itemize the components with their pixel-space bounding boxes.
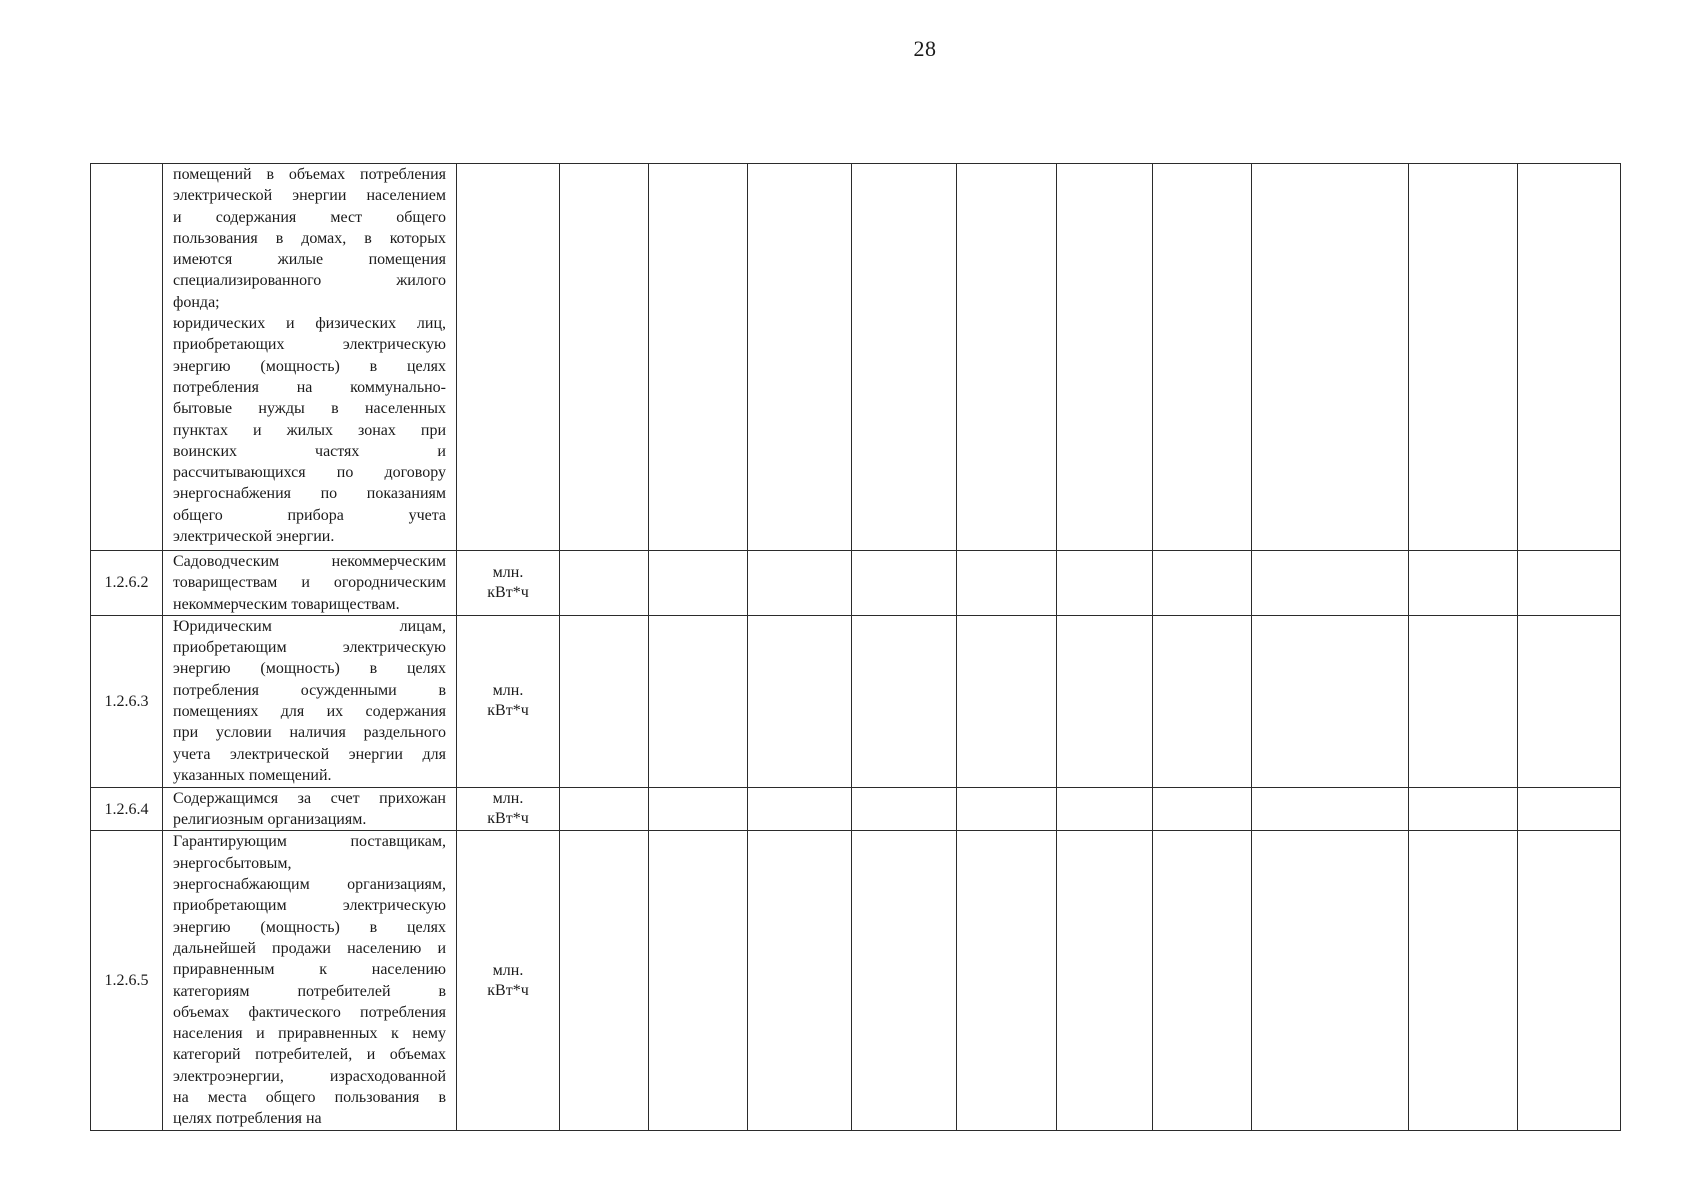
value-cell	[1518, 551, 1621, 616]
value-cell	[957, 831, 1057, 1131]
description-line: электроэнергии, израсходованной	[173, 1067, 446, 1085]
value-cell	[748, 164, 852, 551]
value-cell	[748, 615, 852, 787]
description-line: категориям потребителей в	[173, 982, 446, 1000]
description-line: пунктах и жилых зонах при	[173, 421, 446, 439]
description-line: приобретающих электрическую	[173, 336, 446, 354]
description-line: энергию (мощность) в целях	[173, 918, 446, 936]
value-cell	[852, 787, 957, 831]
description-line: при условии наличия раздельного	[173, 724, 446, 742]
value-cell	[1409, 615, 1518, 787]
value-cell	[1057, 831, 1153, 1131]
value-cell	[1153, 615, 1252, 787]
row-number-cell	[91, 164, 163, 551]
unit-text: кВт*ч	[487, 810, 529, 828]
description-line: Садоводческим некоммерческим	[173, 553, 446, 570]
tariff-table	[90, 163, 1621, 1131]
unit-cell	[457, 787, 560, 831]
description-line: приобретающим электрическую	[173, 639, 446, 657]
row-description-cell	[163, 831, 457, 1131]
value-cell	[1409, 551, 1518, 616]
value-cell	[1252, 615, 1409, 787]
value-cell	[1518, 787, 1621, 831]
value-cell	[1252, 831, 1409, 1131]
description-line: населения и приравненных к нему	[173, 1025, 446, 1043]
table-row	[91, 615, 1621, 787]
value-cell	[649, 164, 748, 551]
description-line: целях потребления на	[173, 1110, 322, 1128]
description-line: дальнейшей продажи населению и	[173, 939, 446, 957]
value-cell	[852, 615, 957, 787]
value-cell	[1153, 551, 1252, 616]
description-line: помещений в объемах потребления	[173, 166, 446, 183]
description-line: энергию (мощность) в целях	[173, 357, 446, 375]
description-line: фонда;	[173, 293, 220, 311]
row-number-cell: 1.2.6.2	[91, 551, 163, 616]
description-line: бытовые нужды в населенных	[173, 400, 446, 418]
description-line: энергию (мощность) в целях	[173, 660, 446, 678]
row-number-cell: 1.2.6.4	[91, 787, 163, 831]
description-line: приобретающим электрическую	[173, 897, 446, 915]
value-cell	[852, 164, 957, 551]
value-cell	[649, 787, 748, 831]
description-line: Юридическим лицам,	[173, 617, 446, 635]
value-cell	[560, 551, 649, 616]
table-row	[91, 164, 1621, 551]
value-cell	[957, 787, 1057, 831]
value-cell	[560, 615, 649, 787]
unit-cell	[457, 831, 560, 1131]
description-line: пользования в домах, в которых	[173, 229, 446, 247]
value-cell	[649, 831, 748, 1131]
description-line: специализированного жилого	[173, 272, 446, 290]
description-line: энергоснабжающим организациям,	[173, 876, 446, 894]
description-line: юридических и физических лиц,	[173, 315, 446, 333]
unit-text: млн.	[492, 682, 524, 700]
description-line: и содержания мест общего	[173, 208, 446, 226]
description-line: Содержащимся за счет прихожан	[173, 789, 446, 807]
value-cell	[560, 831, 649, 1131]
description-line: помещениях для их содержания	[173, 703, 446, 721]
description-line: религиозным организациям.	[173, 811, 367, 829]
value-cell	[1518, 615, 1621, 787]
row-number-cell: 1.2.6.3	[91, 615, 163, 787]
unit-text: кВт*ч	[487, 981, 529, 999]
description-line: Гарантирующим поставщикам,	[173, 833, 446, 851]
description-line: указанных помещений.	[173, 766, 332, 784]
unit-text: млн.	[492, 563, 524, 581]
value-cell	[1057, 787, 1153, 831]
page-number: 28	[913, 36, 937, 61]
value-cell	[957, 164, 1057, 551]
description-line: энергосбытовым,	[173, 854, 292, 872]
value-cell	[1409, 831, 1518, 1131]
description-line: энергоснабжения по показаниям	[173, 485, 446, 503]
description-line: учета электрической энергии для	[173, 745, 446, 763]
row-description-cell	[163, 787, 457, 831]
value-cell	[1409, 164, 1518, 551]
value-cell	[1518, 831, 1621, 1131]
value-cell	[1153, 164, 1252, 551]
description-line: имеются жилые помещения	[173, 251, 446, 269]
value-cell	[1057, 551, 1153, 616]
value-cell	[1153, 787, 1252, 831]
description-line: некоммерческим товариществам.	[173, 595, 400, 613]
row-description-cell	[163, 164, 457, 551]
value-cell	[852, 551, 957, 616]
description-line: общего прибора учета	[173, 506, 446, 524]
description-line: потребления на коммунально-	[173, 378, 446, 396]
value-cell	[1153, 831, 1252, 1131]
description-line: потребления осужденными в	[173, 681, 446, 699]
value-cell	[748, 831, 852, 1131]
value-cell	[957, 551, 1057, 616]
table-row	[91, 787, 1621, 831]
value-cell	[560, 164, 649, 551]
unit-cell	[457, 551, 560, 616]
value-cell	[560, 787, 649, 831]
value-cell	[852, 831, 957, 1131]
value-cell	[1409, 787, 1518, 831]
description-line: приравненным к населению	[173, 961, 446, 979]
unit-text: млн.	[492, 961, 524, 979]
value-cell	[649, 615, 748, 787]
value-cell	[748, 551, 852, 616]
unit-text: млн.	[492, 790, 524, 808]
value-cell	[1252, 551, 1409, 616]
description-line: рассчитывающихся по договору	[173, 464, 446, 482]
description-line: электрической энергии.	[173, 528, 335, 546]
value-cell	[1252, 787, 1409, 831]
unit-text: кВт*ч	[487, 583, 529, 601]
description-line: объемах фактического потребления	[173, 1003, 446, 1021]
row-number-cell: 1.2.6.5	[91, 831, 163, 1131]
value-cell	[1518, 164, 1621, 551]
row-description-cell	[163, 615, 457, 787]
table-row	[91, 831, 1621, 1131]
value-cell	[1057, 164, 1153, 551]
description-line: товариществам и огородническим	[173, 574, 446, 592]
description-line: на места общего пользования в	[173, 1089, 446, 1107]
table-row	[91, 551, 1621, 616]
description-line: электрической энергии населением	[173, 187, 446, 205]
row-description-cell	[163, 551, 457, 616]
description-line: категорий потребителей, и объемах	[173, 1046, 446, 1064]
value-cell	[1057, 615, 1153, 787]
value-cell	[649, 551, 748, 616]
unit-cell	[457, 164, 560, 551]
table-body	[91, 164, 1621, 1131]
value-cell	[748, 787, 852, 831]
value-cell	[957, 615, 1057, 787]
unit-cell	[457, 615, 560, 787]
description-line: воинских частях и	[173, 442, 446, 460]
value-cell	[1252, 164, 1409, 551]
unit-text: кВт*ч	[487, 702, 529, 720]
